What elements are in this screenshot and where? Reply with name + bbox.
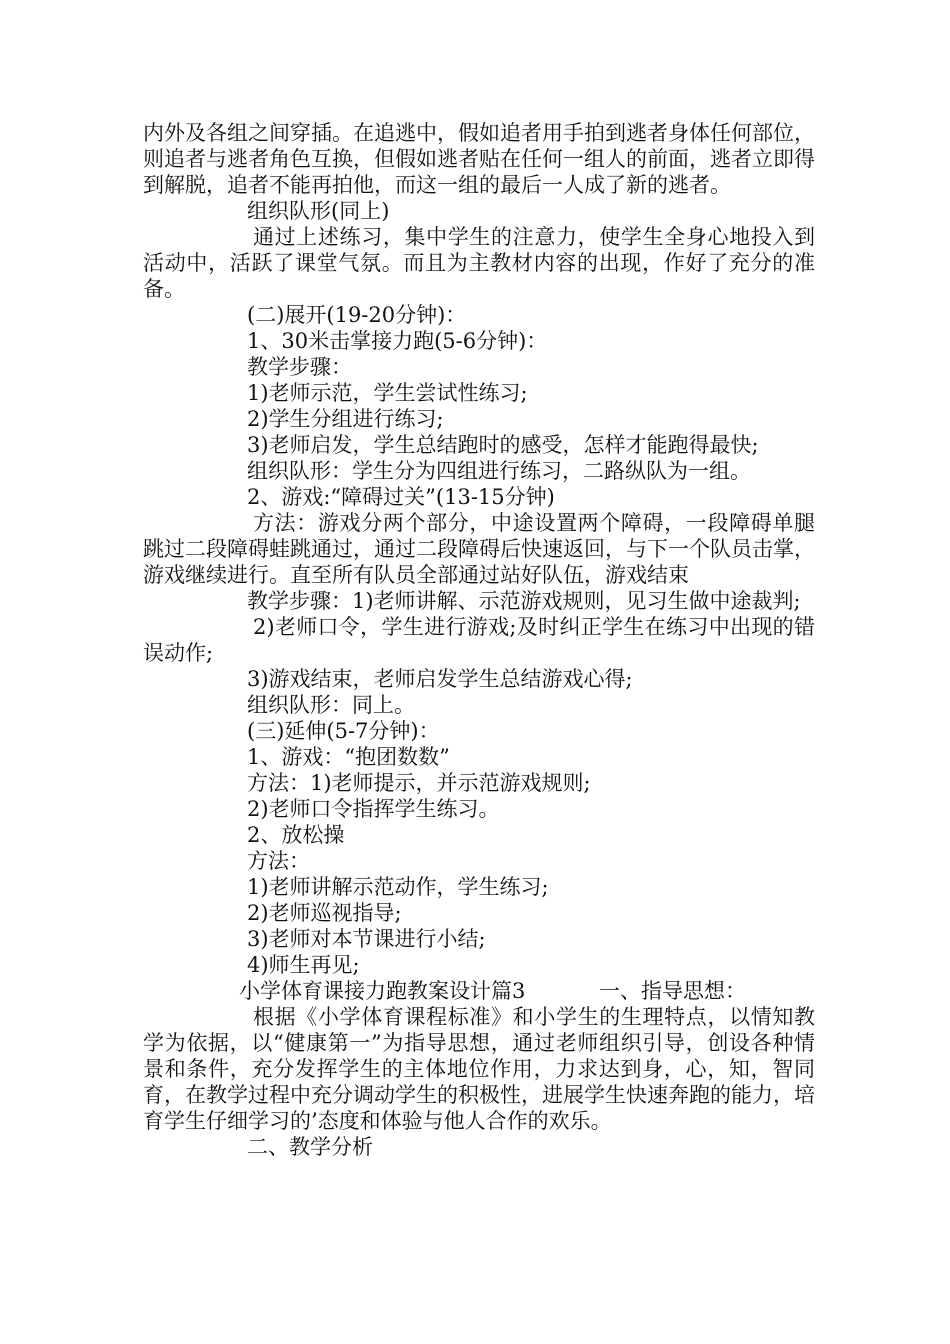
paragraph: 2)老师巡视指导; bbox=[247, 901, 402, 925]
paragraph: (三)延伸(5-7分钟)： bbox=[247, 719, 440, 743]
document-body bbox=[143, 120, 815, 1160]
paragraph: 组织队形(同上) bbox=[247, 199, 390, 223]
paragraph: 组织队形：学生分为四组进行练习，二路纵队为一组。 bbox=[247, 459, 751, 483]
paragraph: 2)老师口令，学生进行游戏;及时纠正学生在练习中出现的错误动作; bbox=[143, 615, 815, 665]
section-subtitle: 一、指导思想： bbox=[599, 979, 746, 1003]
paragraph-group bbox=[143, 1004, 815, 1160]
paragraph: 教学步骤：1)老师讲解、示范游戏规则，见习生做中途裁判; bbox=[247, 589, 801, 613]
paragraph: 3)老师启发，学生总结跑时的感受，怎样才能跑得最快; bbox=[247, 433, 759, 457]
paragraph: 1)老师讲解示范动作，学生练习; bbox=[247, 875, 549, 899]
paragraph: 3)游戏结束，老师启发学生总结游戏心得; bbox=[247, 667, 633, 691]
paragraph: 方法：游戏分两个部分，中途设置两个障碍，一段障碍单腿跳过二段障碍蛙跳通过，通过二段障碍后快速返回，与下一个队员击掌，游戏继续进行。直至所有队员全部通过站好队伍，游戏结束 bbox=[143, 511, 815, 587]
paragraph: 3)老师对本节课进行小结; bbox=[247, 927, 486, 951]
paragraph: 组织队形：同上。 bbox=[247, 693, 415, 717]
section-heading bbox=[143, 978, 815, 1004]
paragraph: 方法：1)老师提示，并示范游戏规则; bbox=[247, 771, 591, 795]
paragraph: 方法： bbox=[247, 849, 310, 873]
paragraph: 1、30米击掌接力跑(5-6分钟)： bbox=[247, 329, 548, 353]
paragraph: 2、游戏:“障碍过关”(13-15分钟) bbox=[247, 485, 555, 509]
paragraph: 1、游戏：“抱团数数” bbox=[247, 745, 450, 769]
paragraph: 二、教学分析 bbox=[247, 1135, 373, 1159]
paragraph: 根据《小学体育课程标准》和小学生的生理特点，以情知教学为依据，以“健康第一”为指导思想，通过老师组织引导，创设各种情景和条件，充分发挥学生的主体地位作用，力求达到身，心，知，智同育，在教学过程中充分调动学生的积极性，进展学生快速奔跑的能力，培育学生仔细学习的’态度和体验与他人合作的欢乐。 bbox=[143, 1005, 815, 1133]
section-title: 小学体育课接力跑教案设计篇3 bbox=[239, 979, 526, 1003]
paragraph: 2)老师口令指挥学生练习。 bbox=[247, 797, 500, 821]
paragraph: 4)师生再见; bbox=[247, 953, 360, 977]
paragraph: 内外及各组之间穿插。在追逃中，假如追者用手拍到逃者身体任何部位，则追者与逃者角色互换，但假如逃者贴在任何一组人的前面，逃者立即得到解脱，追者不能再拍他，而这一组的最后一人成了新的逃者。 bbox=[143, 121, 815, 197]
paragraph: 1)老师示范，学生尝试性练习; bbox=[247, 381, 528, 405]
paragraph: 2)学生分组进行练习; bbox=[247, 407, 444, 431]
paragraph: 通过上述练习，集中学生的注意力，使学生全身心地投入到活动中，活跃了课堂气氛。而且为主教材内容的出现，作好了充分的准备。 bbox=[143, 225, 815, 301]
paragraph: 2、放松操 bbox=[247, 823, 345, 847]
paragraph: 教学步骤： bbox=[247, 355, 352, 379]
paragraph: (二)展开(19-20分钟)： bbox=[247, 303, 467, 327]
paragraph-group bbox=[143, 120, 815, 978]
